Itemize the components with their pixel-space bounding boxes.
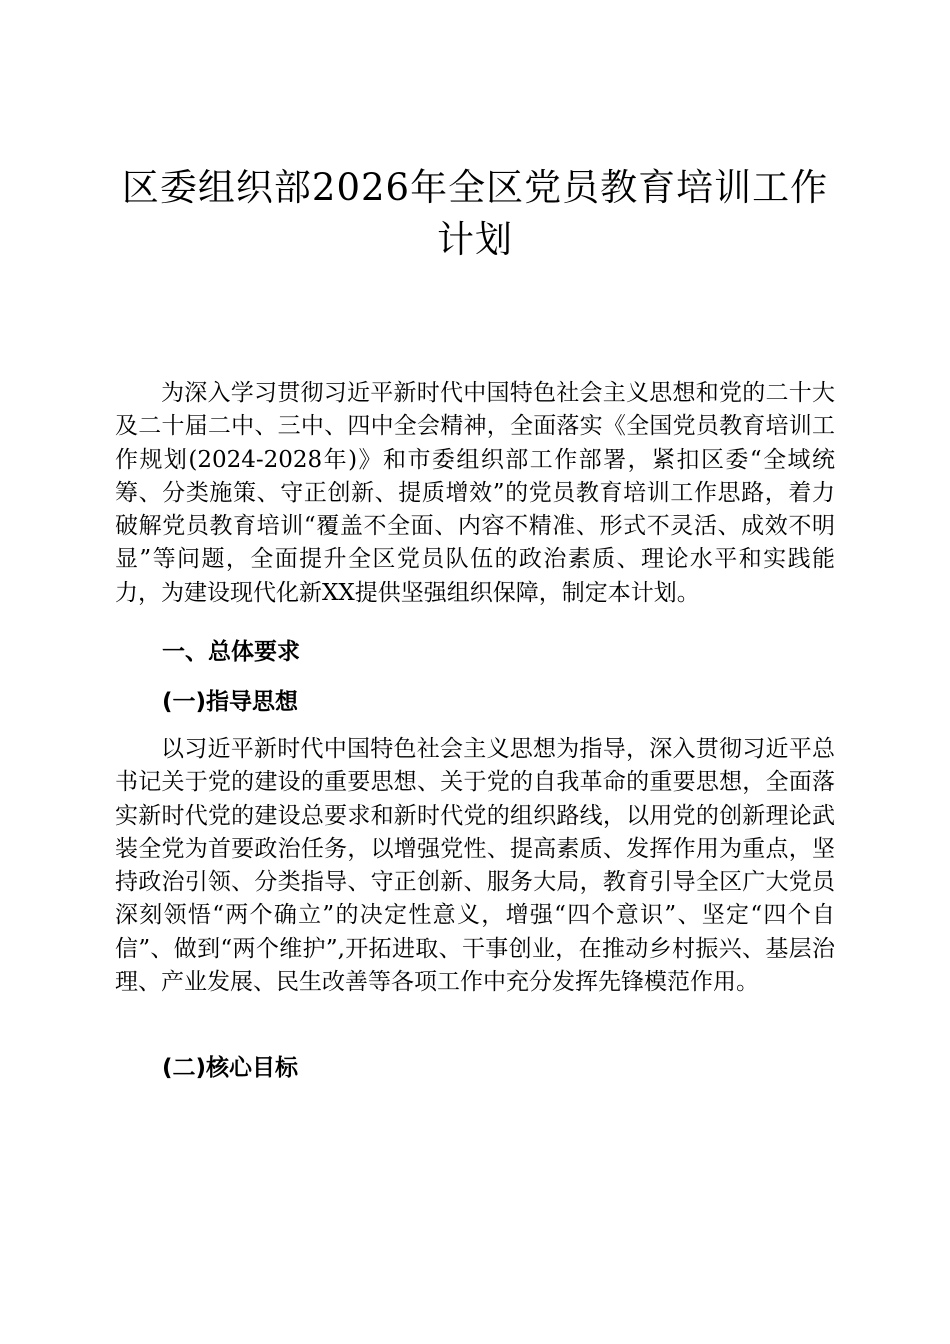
subsection-heading-guiding-ideology: (一)指导思想 xyxy=(162,689,299,715)
document-title: 区委组织部2026年全区党员教育培训工作计划 xyxy=(121,166,829,261)
intro-paragraph: 为深入学习贯彻习近平新时代中国特色社会主义思想和党的二十大及二十届二中、三中、四中全会精神，全面落实《全国党员教育培训工作规划(2024-2028年)》和市委组织部工作部署，紧扣区委“全域统筹、分类施策、守正创新、提质增效”的党员教育培训工作思路，着力破解党员教育培训“覆盖不全面、内容不精准、形式不灵活、成效不明显”等问题，全面提升全区党员队伍的政治素质、理论水平和实践能力，为建设现代化新XX提供坚强组织保障，制定本计划。 xyxy=(115,380,835,606)
guiding-ideology-paragraph: 以习近平新时代中国特色社会主义思想为指导，深入贯彻习近平总书记关于党的建设的重要思想、关于党的自我革命的重要思想，全面落实新时代党的建设总要求和新时代党的组织路线，以用党的创新理论武装全党为首要政治任务，以增强党性、提高素质、发挥作用为重点，坚持政治引领、分类指导、守正创新、服务大局，教育引导全区广大党员深刻领悟“两个确立”的决定性意义，增强“四个意识”、坚定“四个自信”、做到“两个维护”,开拓进取、干事创业，在推动乡村振兴、基层治理、产业发展、民生改善等各项工作中充分发挥先锋模范作用。 xyxy=(115,736,835,996)
section-heading-overall-requirements: 一、总体要求 xyxy=(162,639,300,665)
subsection-heading-core-goals: (二)核心目标 xyxy=(162,1055,299,1081)
